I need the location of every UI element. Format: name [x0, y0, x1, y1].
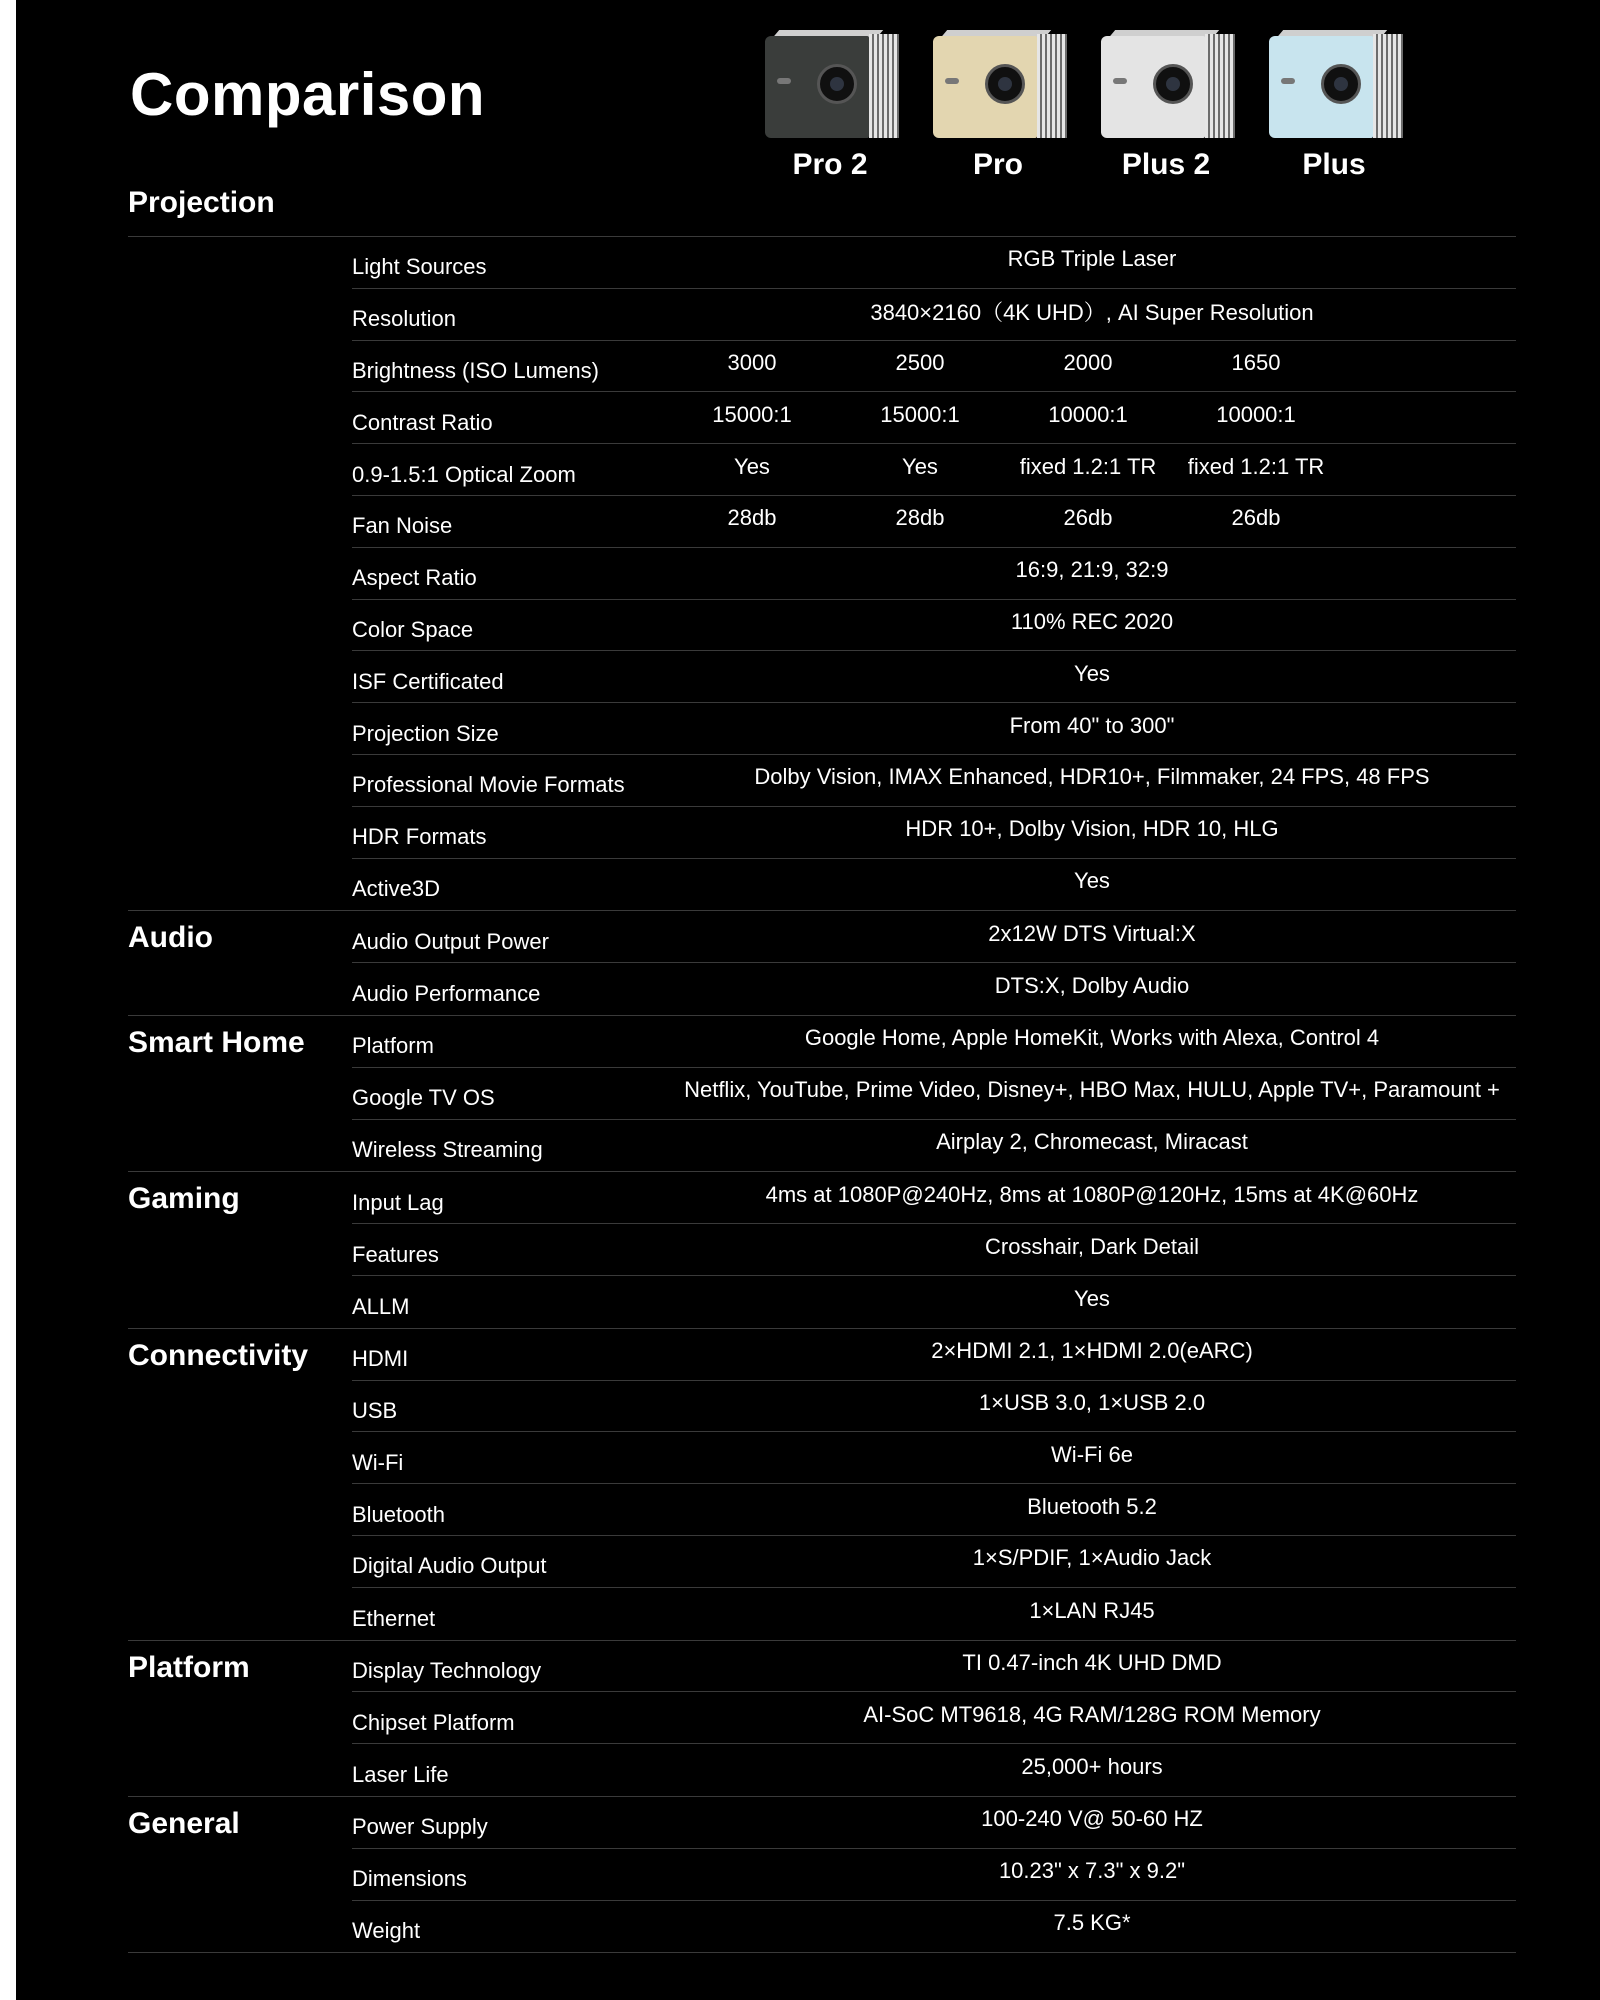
- product-column-plus: [1250, 28, 1418, 182]
- comparison-table: [128, 160, 1516, 1953]
- spec-label: Light Sources: [352, 254, 487, 280]
- spec-row: [352, 341, 1516, 393]
- spec-values: [668, 1129, 1516, 1155]
- page-title: Comparison: [130, 61, 486, 128]
- spec-row: [352, 1172, 1516, 1224]
- spec-value: Wi-Fi 6e: [1051, 1441, 1133, 1467]
- spec-values: [668, 608, 1516, 635]
- spec-label: Projection Size: [352, 720, 499, 746]
- spec-values: [668, 1493, 1516, 1520]
- spec-values: [668, 1858, 1516, 1884]
- spec-values: [668, 1389, 1516, 1416]
- spec-row: [352, 1329, 1516, 1381]
- spec-value: 10.23" x 7.3" x 9.2": [998, 1858, 1186, 1884]
- spec-values: [668, 1754, 1516, 1780]
- projector-image: [1265, 28, 1403, 140]
- product-column-pro-2: [746, 28, 914, 182]
- spec-label: Input Lag: [352, 1189, 444, 1215]
- spec-label: USB: [352, 1397, 398, 1423]
- spec-values: [668, 349, 1516, 376]
- spec-label: Bluetooth: [352, 1501, 445, 1527]
- spec-value-cell: fixed 1.2:1 TR: [1019, 453, 1157, 479]
- spec-value: 1×USB 3.0, 1×USB 2.0: [978, 1389, 1206, 1415]
- spec-label: Aspect Ratio: [352, 565, 477, 591]
- spec-row: [352, 1641, 1516, 1693]
- projector-image: [929, 28, 1067, 140]
- spec-value: 1×S/PDIF, 1×Audio Jack: [972, 1545, 1212, 1571]
- spec-label: Google TV OS: [352, 1085, 495, 1111]
- spec-label: Ethernet: [352, 1605, 436, 1631]
- spec-value: DTS:X, Dolby Audio: [994, 973, 1190, 999]
- spec-row: [352, 1381, 1516, 1433]
- spec-label: Laser Life: [352, 1762, 449, 1787]
- spec-label: ALLM: [352, 1293, 410, 1319]
- spec-value: 110% REC 2020: [1010, 608, 1174, 634]
- product-column-plus-2: [1082, 28, 1250, 182]
- spec-value-cell: 10000:1: [1216, 401, 1296, 427]
- spec-value: AI-SoC MT9618, 4G RAM/128G ROM Memory: [863, 1701, 1321, 1727]
- spec-values: [668, 1597, 1516, 1624]
- section-platform: [128, 1641, 1516, 1797]
- section-title: Smart Home: [128, 1025, 305, 1059]
- spec-row: [352, 1276, 1516, 1328]
- spec-value: 25,000+ hours: [1021, 1754, 1163, 1779]
- projector-image: [761, 28, 899, 140]
- spec-values: [668, 453, 1516, 480]
- spec-values: [668, 1806, 1516, 1832]
- spec-value: Netflix, YouTube, Prime Video, Disney+, HBO Max, HULU, Apple TV+, Paramount +: [684, 1077, 1500, 1103]
- spec-value: 3840×2160（4K UHD）, AI Super Resolution: [870, 299, 1314, 325]
- spec-value: Yes: [1074, 1285, 1110, 1311]
- spec-values: [668, 764, 1516, 790]
- spec-values: [668, 1910, 1516, 1936]
- spec-label: Wi-Fi: [352, 1449, 404, 1475]
- spec-value: Yes: [1074, 660, 1110, 686]
- section-audio: [128, 911, 1516, 1016]
- spec-value: HDR 10+, Dolby Vision, HDR 10, HLG: [905, 816, 1279, 842]
- spec-value-cell: Yes: [734, 453, 770, 479]
- spec-row: [352, 496, 1516, 548]
- spec-value-cell: 26db: [1063, 505, 1113, 531]
- spec-values: [668, 505, 1516, 531]
- section-connectivity: [128, 1329, 1516, 1641]
- section-title: Projection: [128, 186, 275, 219]
- spec-value-cell: 2000: [1063, 349, 1113, 375]
- spec-row: [352, 651, 1516, 703]
- spec-label: Professional Movie Formats: [352, 772, 625, 798]
- product-name: Plus: [1302, 148, 1366, 181]
- spec-row: [352, 859, 1516, 911]
- spec-value: Airplay 2, Chromecast, Miracast: [936, 1129, 1248, 1155]
- spec-label: Dimensions: [352, 1866, 467, 1892]
- spec-row: [352, 1744, 1516, 1796]
- spec-label: 0.9-1.5:1 Optical Zoom: [352, 461, 576, 487]
- spec-value: Yes: [1074, 868, 1110, 894]
- spec-label: Color Space: [352, 616, 474, 642]
- spec-row: [352, 1120, 1516, 1172]
- spec-label: Wireless Streaming: [352, 1137, 543, 1163]
- product-name: Pro: [972, 148, 1023, 181]
- spec-values: [668, 920, 1516, 947]
- product-name: Plus 2: [1121, 148, 1211, 181]
- spec-values: [668, 1545, 1516, 1571]
- spec-value: Bluetooth 5.2: [1027, 1493, 1157, 1519]
- spec-value: 7.5 KG*: [1053, 1910, 1131, 1936]
- spec-value-cell: 28db: [727, 505, 777, 531]
- spec-row: [352, 600, 1516, 652]
- spec-values: [668, 557, 1516, 583]
- spec-row: [352, 1849, 1516, 1901]
- spec-value-cell: 15000:1: [880, 401, 960, 427]
- spec-row: [352, 548, 1516, 600]
- spec-value: Dolby Vision, IMAX Enhanced, HDR10+, Filmmaker, 24 FPS, 48 FPS: [754, 764, 1430, 790]
- spec-value-cell: 10000:1: [1048, 401, 1128, 427]
- spec-values: [668, 1233, 1516, 1260]
- spec-value-cell: 1650: [1231, 349, 1281, 375]
- spec-row: [352, 237, 1516, 289]
- section-title: Platform: [128, 1650, 250, 1684]
- section-general: [128, 1797, 1516, 1953]
- spec-value-cell: 28db: [895, 505, 945, 531]
- spec-value-cell: 2500: [895, 349, 945, 375]
- spec-value: 2x12W DTS Virtual:X: [988, 920, 1196, 946]
- spec-row: [352, 1901, 1516, 1953]
- spec-value-cell: fixed 1.2:1 TR: [1187, 453, 1325, 479]
- projector-image: [1097, 28, 1235, 140]
- spec-values: [668, 816, 1516, 842]
- spec-values: [668, 1649, 1516, 1676]
- spec-values: [668, 1441, 1516, 1468]
- spec-values: [668, 868, 1516, 894]
- spec-value: Google Home, Apple HomeKit, Works with Alexa, Control 4: [804, 1025, 1380, 1051]
- spec-row: [352, 1536, 1516, 1588]
- spec-label: Active3D: [352, 876, 441, 902]
- section-gaming: [128, 1172, 1516, 1328]
- spec-values: [668, 1025, 1516, 1051]
- spec-label: Contrast Ratio: [352, 409, 493, 435]
- spec-value: 16:9, 21:9, 32:9: [1015, 557, 1169, 583]
- spec-values: [668, 1701, 1516, 1728]
- spec-row: [352, 1484, 1516, 1536]
- spec-value: RGB Triple Laser: [1007, 246, 1177, 272]
- product-name: Pro 2: [792, 148, 868, 181]
- section-title: Audio: [128, 921, 213, 955]
- spec-row: [352, 1068, 1516, 1120]
- spec-value: 4ms at 1080P@240Hz, 8ms at 1080P@120Hz, 15ms at 4K@60Hz: [765, 1181, 1419, 1207]
- spec-row: [352, 963, 1516, 1015]
- spec-value: TI 0.47-inch 4K UHD DMD: [962, 1649, 1222, 1675]
- spec-label: Audio Output Power: [352, 928, 549, 954]
- spec-label: Fan Noise: [352, 513, 453, 539]
- section-title: Connectivity: [128, 1338, 309, 1372]
- spec-label: HDR Formats: [352, 824, 487, 850]
- spec-row: [352, 911, 1516, 963]
- spec-row: [352, 444, 1516, 496]
- comparison-sheet: [16, 0, 1600, 2000]
- spec-row: [352, 1797, 1516, 1849]
- spec-label: Weight: [352, 1918, 421, 1944]
- spec-value: 100-240 V@ 50-60 HZ: [981, 1806, 1203, 1832]
- spec-row: [352, 703, 1516, 755]
- spec-value: From 40" to 300": [1009, 712, 1175, 738]
- spec-values: [668, 1285, 1516, 1312]
- spec-row: [352, 1692, 1516, 1744]
- section-projection: [128, 237, 1516, 911]
- spec-label: Display Technology: [352, 1657, 542, 1683]
- spec-values: [668, 1338, 1516, 1364]
- spec-row: [352, 1224, 1516, 1276]
- spec-label: ISF Certificated: [352, 668, 504, 694]
- spec-label: Platform: [352, 1033, 434, 1059]
- spec-label: Audio Performance: [352, 981, 541, 1007]
- spec-row: [352, 392, 1516, 444]
- spec-value-cell: 3000: [727, 349, 777, 375]
- spec-values: [668, 660, 1516, 687]
- spec-row: [352, 289, 1516, 341]
- spec-value-cell: Yes: [902, 453, 938, 479]
- spec-value: Crosshair, Dark Detail: [985, 1233, 1199, 1259]
- section-header-projection: [128, 160, 1516, 237]
- spec-label: Brightness (ISO Lumens): [352, 357, 599, 383]
- spec-label: Power Supply: [352, 1814, 488, 1840]
- spec-row: [352, 1432, 1516, 1484]
- spec-label: Chipset Platform: [352, 1709, 515, 1735]
- spec-row: [352, 807, 1516, 859]
- spec-label: Digital Audio Output: [352, 1553, 547, 1579]
- section-title: General: [128, 1806, 240, 1840]
- spec-values: [668, 246, 1516, 272]
- spec-value-cell: 26db: [1231, 505, 1281, 531]
- spec-label: Resolution: [352, 306, 456, 332]
- spec-values: [668, 1077, 1516, 1103]
- section-title: Gaming: [128, 1182, 240, 1216]
- spec-values: [668, 401, 1516, 428]
- spec-value: 1×LAN RJ45: [1029, 1597, 1155, 1623]
- spec-values: [668, 973, 1516, 999]
- spec-label: Features: [352, 1241, 439, 1267]
- spec-label: HDMI: [352, 1346, 409, 1372]
- product-column-pro: [914, 28, 1082, 182]
- spec-values: [668, 1181, 1516, 1208]
- spec-row: [352, 1016, 1516, 1068]
- spec-values: [668, 299, 1516, 327]
- spec-row: [352, 1588, 1516, 1640]
- spec-row: [352, 755, 1516, 807]
- spec-value-cell: 15000:1: [712, 401, 792, 427]
- spec-values: [668, 712, 1516, 739]
- section-smart-home: [128, 1016, 1516, 1172]
- spec-value: 2×HDMI 2.1, 1×HDMI 2.0(eARC): [931, 1338, 1253, 1364]
